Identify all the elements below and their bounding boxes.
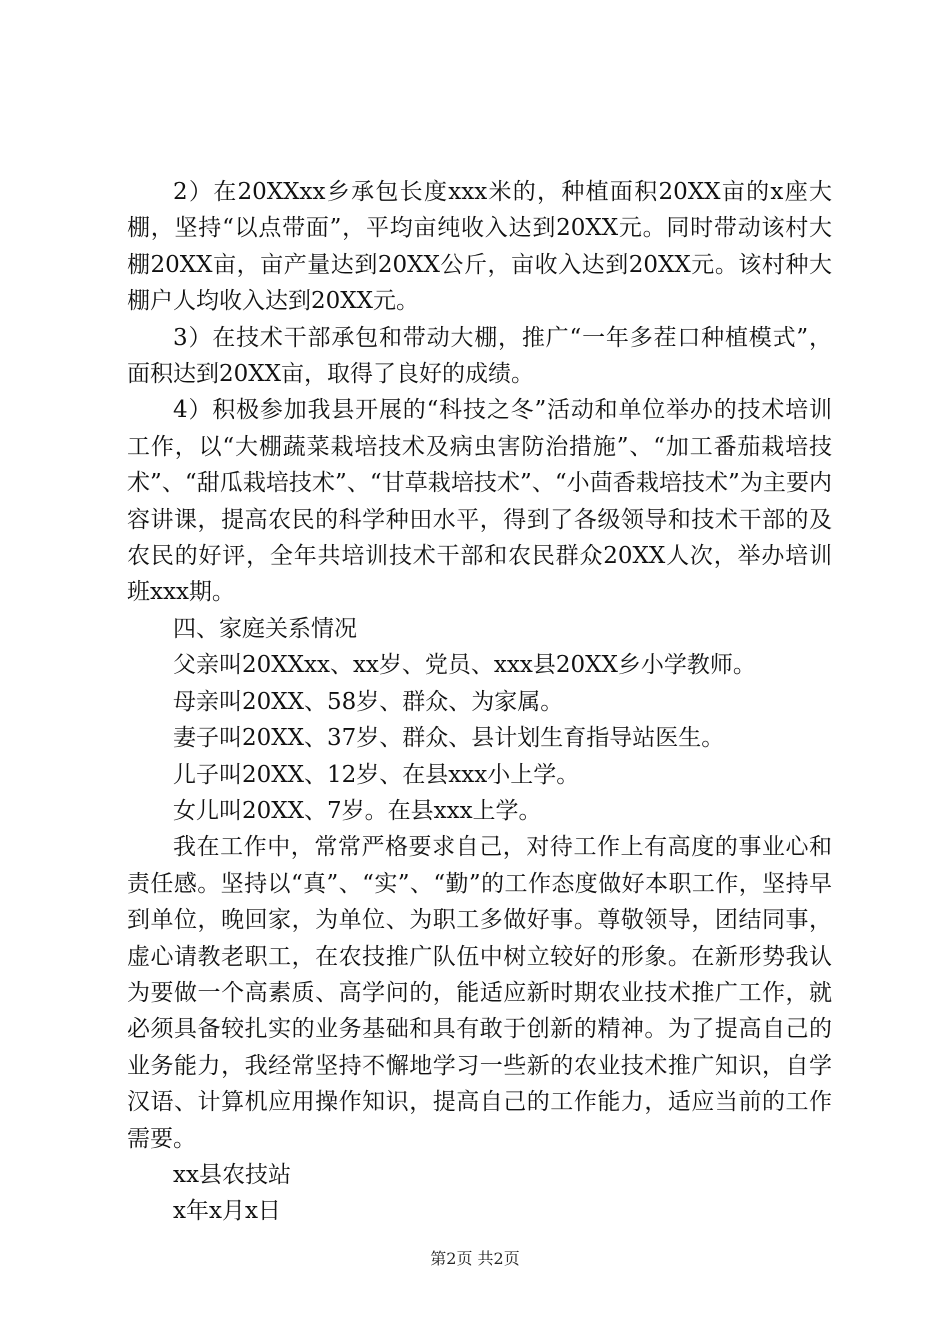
family-member-son: 儿子叫20XX、12岁、在县xxx小上学。 bbox=[173, 761, 580, 788]
page-footer: 第2页 共2页 bbox=[430, 1249, 520, 1268]
self-assessment-paragraph: 我在工作中，常常严格要求自己，对待工作上有高度的事业心和责任感。坚持以“真”、“实”、“勤”的工作态度做好本职工作，坚持早到单位，晚回家，为单位、为职工多做好事。尊敬领导，团结同事，虚心请教老职工，在农技推广队伍中树立较好的形象。在新形势我认为要做一个高素质、高学问的，能适应新时期农业技术推广工作，就必须具备较扎实的业务基础和具有敢于创新的精神。为了提高自己的业务能力，我经常坚持不懈地学习一些新的农业技术推广知识，自学汉语、计算机应用操作知识，提高自己的工作能力，适应当前的工作需要。 bbox=[127, 834, 832, 1152]
family-member-wife: 妻子叫20XX、37岁、群众、县计划生育指导站医生。 bbox=[173, 725, 725, 752]
document-body bbox=[127, 174, 832, 1230]
paragraph-item-4: 4）积极参加我县开展的“科技之冬”活动和单位举办的技术培训工作，以“大棚蔬菜栽培技术及病虫害防治措施”、“加工番茄栽培技术”、“甜瓜栽培技术”、“甘草栽培技术”、“小茴香栽培技术”为主要内容讲课，提高农民的科学种田水平，得到了各级领导和技术干部的及农民的好评，全年共培训技术干部和农民群众20XX人次，举办培训班xxx期。 bbox=[127, 397, 832, 606]
paragraph-item-3: 3）在技术干部承包和带动大棚，推广“一年多茬口种植模式”，面积达到20XX亩，取得了良好的成绩。 bbox=[127, 324, 832, 388]
family-member-daughter: 女儿叫20XX、7岁。在县xxx上学。 bbox=[173, 797, 542, 824]
section-heading-family: 四、家庭关系情况 bbox=[173, 615, 357, 642]
family-member-mother: 母亲叫20XX、58岁、群众、为家属。 bbox=[173, 688, 564, 715]
family-member-father: 父亲叫20XXxx、xx岁、党员、xxx县20XX乡小学教师。 bbox=[173, 652, 756, 679]
signature-organization: xx县农技站 bbox=[173, 1161, 291, 1188]
paragraph-item-2: 2）在20XXxx乡承包长度xxx米的，种植面积20XX亩的x座大棚，坚持“以点带面”，平均亩纯收入达到20XX元。同时带动该村大棚20XX亩，亩产量达到20XX公斤，亩收入达到20XX元。该村种大棚户人均收入达到20XX元。 bbox=[127, 179, 832, 315]
signature-date: x年x月x日 bbox=[173, 1198, 281, 1225]
